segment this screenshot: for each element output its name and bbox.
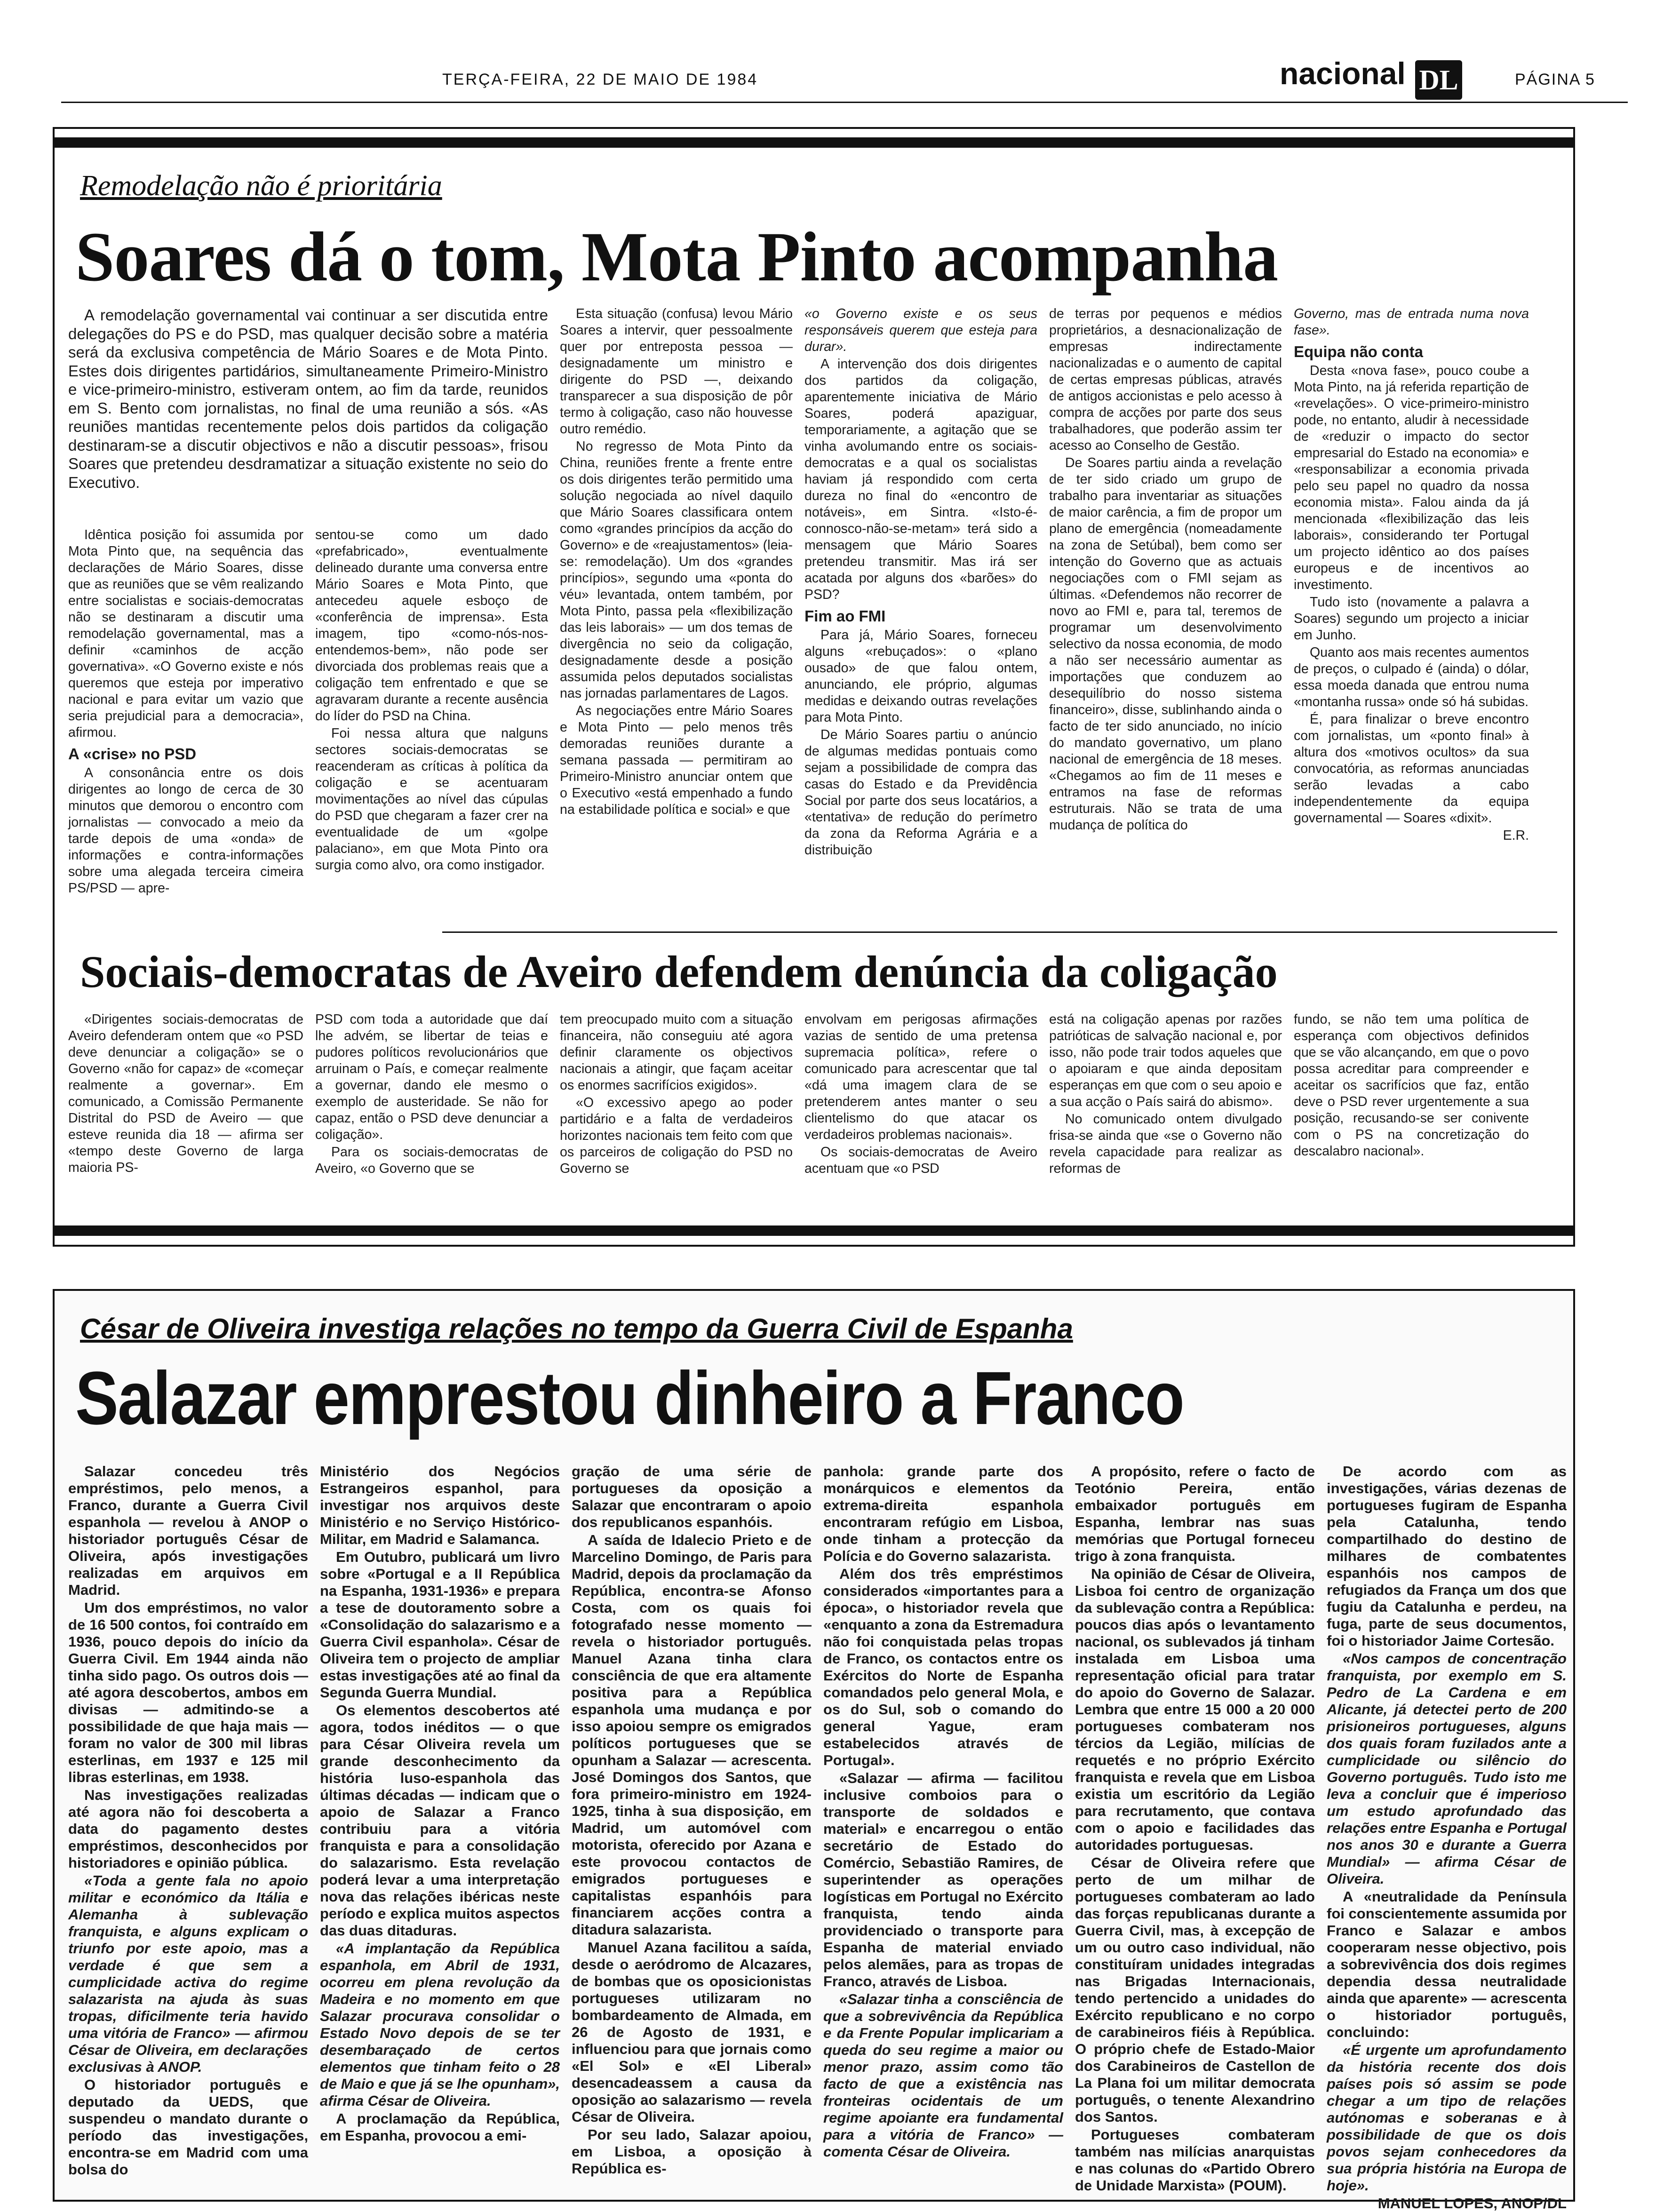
paragraph: «O excessivo apego ao poder partidário e a falta de verdadeiros horizontes nacionais tem feito com que os parceiros de coligação do PSD no Governo se [560, 1095, 793, 1176]
paragraph: Um dos empréstimos, no valor de 16 500 contos, foi contraído em 1936, pouco depois do início da Guerra Civil. Em 1944 ainda não tinha sido pago. Os outros dois — até agora descobertos, ambos em divisas — admitindo-se a possibilidade de que haja mais — foram no valor de 300 mil libras esterlinas, em 1937 e 125 mil libras esterlinas, em 1938. [68, 1599, 308, 1785]
article2-headline: Sociais-democratas de Aveiro defendem denúncia da coligação [80, 947, 1278, 997]
paragraph: Foi nessa altura que nalguns sectores sociais-democratas se reacenderam as críticas à política da coligação e se acentuaram movimentações ao nível das cúpulas do PSD que chegaram a fazer crer na eventualidade de um «golpe palaciano», em que Mota Pinto ora surgia como alvo, ora como instigador. [315, 726, 548, 873]
article3-column-4 [823, 1463, 1063, 2197]
paragraph: Manuel Azana facilitou a saída, desde o aeródromo de Alcazares, de bombas que os oposicionistas portugueses utilizaram no bombardeamento de Almada, em 26 de Agosto de 1931, e influenciou para que jornais como «El Sol» e «El Liberal» desencadeassem a causa da oposição ao salazarismo — revela César de Oliveira. [572, 1939, 812, 2125]
paragraph: envolvam em perigosas afirmações vazias de sentido de uma pretensa supremacia política», refere o comunicado para acrescentar que tal «dá uma imagem clara de se pretenderem antes manter o seu clientelismo do que atacar os verdadeiros problemas nacionais». [804, 1012, 1037, 1142]
paragraph: Em Outubro, publicará um livro sobre «Portugal e a II República na Espanha, 1931-1936» e prepara a tese de doutoramento sobre a «Consolidação do salazarismo e a Guerra Civil espanhola». César de Oliveira tem o projecto de ampliar estas investigações até ao final da Segunda Guerra Mundial. [320, 1549, 560, 1701]
article3-column-2 [320, 1463, 560, 2197]
paragraph: Salazar concedeu três empréstimos, pelo menos, a Franco, durante a Guerra Civil espanhola — revelou à ANOP o historiador português César de Oliveira, após investigações realizadas em arquivos em Madrid. [68, 1463, 308, 1598]
page-date: TERÇA-FEIRA, 22 DE MAIO DE 1984 [442, 71, 758, 88]
article1-column-2 [315, 527, 548, 931]
paragraph: «É urgente um aprofundamento da história recente dos dois países pois só assim se pode chegar a um tipo de relações autónomas e soberanas e à possibilidade de que os dois povos sejam conhecedores da sua própria história na Europa de hoje». [1327, 2042, 1567, 2194]
paragraph: «Salazar — afirma — facilitou inclusive comboios para o transporte de soldados e material» e encarregou o então secretário de Estado do Comércio, Sebastião Ramires, de superintender as operações logísticas em Portugal no Exército franquista, tendo ainda providenciado o transporte para Espanha de material enviado pelos alemães, para as tropas de Franco, através de Lisboa. [823, 1770, 1063, 1989]
paragraph: «A implantação da República espanhola, em Abril de 1931, ocorreu em plena revolução da Madeira e no momento em que Salazar procurava consolidar o Estado Novo depois de se ter desembaraçado de certos elementos que tinham feito o 28 de Maio e que já se lhe opunham», afirma César de Oliveira. [320, 1940, 560, 2109]
author-initials: E.R. [1503, 828, 1529, 843]
paragraph: «Dirigentes sociais-democratas de Aveiro defenderam ontem que «o PSD deve denunciar a coligação» se o Governo «não for capaz» de «começar realmente a governar». Em comunicado, a Comissão Permanente Distrital do PSD de Aveiro — que esteve reunida dia 18 — afirma ser «tempo deste Governo de larga maioria PS- [68, 1012, 303, 1175]
paragraph: Ministério dos Negócios Estrangeiros espanhol, para investigar nos arquivos deste Ministério e no Serviço Histórico-Militar, em Madrid e Salamanca. [320, 1463, 560, 1547]
lead-paragraph: A remodelação governamental vai continuar a ser discutida entre delegações do PS e do PSD, mas qualquer decisão sobre a matéria será da exclusiva competência de Mário Soares e de Mota Pinto. Estes dois dirigentes partidários, simultaneamente Primeiro-Ministro e vice-primeiro-ministro, estiveram ontem, ao fim da tarde, reunidos em S. Bento com jornalistas, no final de uma reunião a sós. «As reuniões mantidas recentemente pelos dois partidos da coligação destinaram-se a discutir objectivos e não a discutir pessoas», frisou Soares que pretendeu desdramatizar a situação existente no seio do Executivo. [68, 306, 548, 491]
paragraph: Para já, Mário Soares, forneceu alguns «rebuçados»: o «plano ousado» de que falou ontem, anunciando, ele próprio, algumas medidas e deixando outras revelações para Mota Pinto. [804, 628, 1037, 725]
paragraph: A intervenção dos dois dirigentes dos partidos da coligação, aparentemente iniciativa de Mário Soares, poderá apaziguar, temporariamente, a agitação que se vinha avolumando entre os sociais-democratas e a qual os socialistas haviam já respondido com certa dureza no final do «encontro de notáveis», em Sintra. «Isto-é-connosco-não-se-metam» terá sido a mensagem que Mário Soares pretendeu transmitir. Mas irá ser acatada por alguns dos «barões» do PSD? [804, 357, 1037, 602]
paragraph: Quanto aos mais recentes aumentos de preços, o culpado é (ainda) o dólar, essa moeda danada que entrou numa «montanha russa» onde só há subidas. [1294, 645, 1529, 709]
paragraph: De Mário Soares partiu o anúncio de algumas medidas pontuais como sejam a possibilidade de compra das casas do Estado e da Previdência Social por parte dos seus locatários, a «tentativa» de redução do perímetro da zona da Reforma Agrária e a distribuição [804, 727, 1037, 858]
paragraph: «Salazar tinha a consciência de que a sobrevivência da República e da Frente Popular implicariam a queda do seu regime a maior ou menor prazo, assim como tão facto de que a existência nas fronteiras ocidentais de um regime apoiante era fundamental para a vitória de Franco» — comenta César de Oliveira. [823, 1991, 1063, 2160]
article1-lead [68, 306, 548, 527]
paragraph: César de Oliveira refere que perto de um milhar de portugueses combateram ao lado das forças republicanas durante a Guerra Civil, mas, à excepção de um ou outro caso individual, não constituíram unidades integradas nas Brigadas Internacionais, tendo pertencido a unidades do Exército republicano e no corpo de carabineiros fiéis à República. O próprio chefe de Estado-Maior dos Carabineiros de Castellon de La Plana foi um militar democrata português, o tenente Alexandrino dos Santos. [1075, 1854, 1315, 2125]
author-byline: MANUEL LOPES, ANOP/DL [1377, 2195, 1567, 2212]
article2-column-6 [1294, 1011, 1529, 1218]
paragraph: Para os sociais-democratas de Aveiro, «o Governo que se [315, 1145, 548, 1176]
article3-column-6 [1327, 1463, 1567, 2212]
paragraph: Esta situação (confusa) levou Mário Soares a intervir, quer pessoalmente quer por entreposta pessoa — designadamente um ministro e dirigente do PSD —, deixando transparecer a sua disposição de pôr termo à coligação, caso não houvesse outro remédio. [560, 306, 793, 437]
paragraph: A proclamação da República, em Espanha, provocou a emi- [320, 2110, 560, 2144]
paragraph: O historiador português e deputado da UEDS, que suspendeu o mandato durante o período das investigações, encontra-se em Madrid com uma bolsa do [68, 2077, 308, 2178]
paragraph: Por seu lado, Salazar apoiou, em Lisboa, a oposição à República es- [572, 2126, 812, 2177]
paragraph: Idêntica posição foi assumida por Mota Pinto que, na sequência das declarações de Mário Soares, disse que as reuniões que se vêm realizando entre socialistas e sociais-democratas não se destinaram a discutir uma remodelação governamental, mas a definir «caminhos de acção governativa». «O Governo existe e nós queremos que esteja por imperativo nacional e para evitar um vazio que seria prejudicial para a democracia», afirmou. [68, 527, 303, 740]
article3-headline: Salazar emprestou dinheiro a Franco [75, 1356, 1184, 1440]
paragraph: É, para finalizar o breve encontro com jornalistas, um «ponto final» à altura dos «motivos ocultos» da sua convocatória, as reformas anunciadas serão levadas a cabo independentemente da equipa governamental — Soares «dixit». [1294, 712, 1529, 826]
header-rule [61, 102, 1628, 103]
paragraph: Além dos três empréstimos considerados «importantes para a época», o historiador revela que «enquanto a zona da Estremadura não foi conquistada pelas tropas de Franco, os contactos entre os Exércitos do Norte de Espanha comandados pelo general Mola, e os do Sul, sob o comando do general Yague, eram estabelecidos através de Portugal». [823, 1566, 1063, 1768]
article1-column-4 [804, 306, 1037, 931]
paragraph: De Soares partiu ainda a revelação de ter sido criado um grupo de trabalho para inventariar as situações de maior carência, a fim de propor um plano de emergência (nomeadamente na zona de Setúbal), bem como ser intenção do Governo que as actuais negociações com o FMI sejam as últimas. «Defendemos não recorrer de novo ao FMI e, para tal, teremos de programar um desenvolvimento selectivo da nossa economia, de modo a não ser necessário aumentar as importações que conduzem ao desequilíbrio do nosso sistema financeiro», disse, sublinhando ainda o facto de ter sido anunciado, no início do mandato governativo, um plano nacional de emergência de 18 meses. «Chegamos ao fim de 11 meses e entramos na fase de reformas estruturais. Não se trata de uma mudança de política do [1049, 455, 1282, 833]
paragraph: gração de uma série de portugueses da oposição a Salazar que encontraram o apoio dos republicanos espanhóis. [572, 1463, 812, 1530]
paragraph: PSD com toda a autoridade que daí lhe advém, se libertar de teias e pudores políticos revolucionários que arruinam o País, e começar realmente a governar, dando ele mesmo o exemplo de austeridade. Se não for capaz, então o PSD deve denunciar a coligação». [315, 1012, 548, 1142]
article3-column-3 [572, 1463, 812, 2197]
paragraph: Desta «nova fase», pouco coube a Mota Pinto, na já referida repartição de «revelações». O vice-primeiro-ministro pode, no entanto, aludir à necessidade de «reduzir o impacto do sector empresarial do Estado na economia» e «responsabilizar a economia privada pelo seu papel no quadro da nossa economia mista». Falou ainda da já mencionada «flexibilização das leis laborais», considerando ter Portugal um projecto idêntico ao dos países europeus e de incentivos ao investimento. [1294, 363, 1529, 592]
paragraph: A propósito, refere o facto de Teotónio Pereira, então embaixador português em Espanha, lembrar nas suas memórias que Portugal forneceu trigo à zona franquista. [1075, 1463, 1315, 1564]
article2-column-4 [804, 1011, 1037, 1218]
subheading: Fim ao FMI [804, 607, 886, 625]
article2-column-5 [1049, 1011, 1282, 1218]
article1-column-5 [1049, 306, 1282, 931]
paragraph: está na coligação apenas por razões patrióticas de salvação nacional e, por isso, não pode trair todos aqueles que o apoiaram e que ainda depositam esperanças em que com o seu apoio e a sua acção o País sairá do abismo». [1049, 1012, 1282, 1109]
article1-kicker: Remodelação não é prioritária [80, 170, 442, 202]
article3-kicker: César de Oliveira investiga relações no tempo da Guerra Civil de Espanha [80, 1313, 1073, 1345]
paragraph: sentou-se como um dado «prefabricado», eventualmente delineado durante uma conversa entre Mário Soares e Mota Pinto, que antecedeu aquele esboço de «conferência de imprensa». Esta imagem, tipo «como-nós-nos-entendemos-bem», não pode ser divorciada dos problemas reais que a coligação tem enfrentado e que se agravaram durante a recente ausência do líder do PSD na China. [315, 527, 548, 724]
article2-column-2 [315, 1011, 548, 1218]
paragraph: No regresso de Mota Pinto da China, reuniões frente a frente entre os dois dirigentes terão permitido uma solução negociada ao nível daquilo que Mário Soares classificara ontem como «grandes princípios da acção do Governo» e de «reajustamentos» (leia-se: remodelação). Um dos «grandes princípios», segundo uma «ponta do véu» levantada, ontem também, por Mota Pinto, passa pela «flexibilização das leis laborais» — um dos temas de divergência no seio da coligação, designadamente desde a posição assumida pelos deputados socialistas nas jornadas parlamentares de Lagos. [560, 439, 793, 701]
paragraph: Os sociais-democratas de Aveiro acentuam que «o PSD [804, 1145, 1037, 1176]
paragraph: Portugueses combateram também nas milícias anarquistas e nas colunas do «Partido Obrero de Unidade Marxista» (POUM). [1075, 2126, 1315, 2194]
paragraph: «Toda a gente fala no apoio militar e económico da Itália e Alemanha à sublevação franquista, e alguns explicam o triunfo por este apoio, mas a verdade é que sem a cumplicidade activa do regime salazarista na ajuda às suas tropas, dificilmente teria havido uma vitória de Franco» — afirmou César de Oliveira, em declarações exclusivas à ANOP. [68, 1872, 308, 2075]
paragraph: A saída de Idalecio Prieto e de Marcelino Domingo, de Paris para Madrid, depois da proclamação da República, encontra-se Afonso Costa, com os quais foi fotografado nesse momento — revela o historiador português. Manuel Azana tinha clara consciência de que era altamente positiva para a República espanhola uma mudança e por isso apoiou sempre os emigrados políticos portugueses que se opunham a Salazar — acrescenta. José Domingos dos Santos, que fora primeiro-ministro em 1924-1925, tinha à sua disposição, em Madrid, um automóvel com motorista, oferecido por Azana e este provocou contactos de emigrados portugueses e capitalistas espanhóis para financiarem acções contra a ditadura salazarista. [572, 1532, 812, 1938]
paragraph: De acordo com as investigações, várias dezenas de portugueses fugiram de Espanha pela Catalunha, tendo compartilhado do destino de milhares de combatentes espanhóis nos campos de refugiados da França um dos que fugiu da Catalunha e perdeu, na fuga, parte de seus documentos, foi o historiador Jaime Cortesão. [1327, 1463, 1567, 1649]
paragraph: A consonância entre os dois dirigentes ao longo de cerca de 30 minutos que demorou o encontro com jornalistas — convocado a meio da tarde depois de uma «onda» de informações e contra-informações sobre uma alegada terceira cimeira PS/PSD — apre- [68, 765, 303, 896]
paragraph: No comunicado ontem divulgado frisa-se ainda que «se o Governo não revela capacidade para realizar as reformas de [1049, 1112, 1282, 1176]
paragraph: «Nos campos de concentração franquista, por exemplo em S. Pedro de La Cardena e em Alicante, já detectei perto de 200 prisioneiros portugueses, alguns dos quais foram fuzilados ante a cumplicidade ou silêncio do Governo português. Tudo isto me leva a concluir que é imperioso um estudo aprofundado das relações entre Espanha e Portugal nos anos 30 e durante a Guerra Mundial» — afirma César de Oliveira. [1327, 1650, 1567, 1887]
paragraph: Os elementos descobertos até agora, todos inéditos — o que para César Oliveira revela um grande desconhecimento da história luso-espanhola das últimas décadas — indicam que o apoio de Salazar a Franco contribuiu para a vitória franquista e para a consolidação do salazarismo. Esta revelação poderá levar a uma interpretação nova das relações ibéricas neste período e explica muitos aspectos das duas ditaduras. [320, 1702, 560, 1939]
article1-column-3 [560, 306, 793, 931]
article2-column-3 [560, 1011, 793, 1218]
section-name: nacional [1280, 56, 1406, 91]
paragraph: «o Governo existe e os seus responsáveis querem que esteja para durar». [804, 306, 1037, 354]
article2-column-1 [68, 1011, 303, 1218]
paragraph: As negociações entre Mário Soares e Mota Pinto — pelo menos três demoradas reuniões durante a semana passada — permitiram ao Primeiro-Ministro anunciar ontem que o Executivo «está empenhado a fundo na estabilidade política e social» e que [560, 703, 793, 817]
newspaper-logo: DL [1415, 60, 1462, 100]
paragraph: Nas investigações realizadas até agora não foi descoberta a data do pagamento destes empréstimos, desconhecidos por historiadores e opinião pública. [68, 1787, 308, 1871]
paragraph: Governo, mas de entrada numa nova fase». [1294, 306, 1529, 338]
article3-column-5 [1075, 1463, 1315, 2197]
paragraph: de terras por pequenos e médios proprietários, a desnacionalização de empresas indirectamente nacionalizadas e o aumento de capital de certas empresas públicas, através de antigos accionistas e pelo acesso à compra de acções por parte dos seus trabalhadores, que poderão assim ter acesso ao Conselho de Gestão. [1049, 306, 1282, 453]
article3-column-1 [68, 1463, 308, 2197]
article1-headline: Soares dá o tom, Mota Pinto acompanha [75, 218, 1278, 296]
separator-rule [442, 931, 1557, 933]
paragraph: Na opinião de César de Oliveira, Lisboa foi centro de organização da sublevação contra a República: poucos dias após o levantamento nacional, os sublevados já tinham instalada em Lisboa uma representação oficial para tratar do apoio do Governo de Salazar. Lembra que entre 15 000 a 20 000 portugueses combateram nos tércios da Legião, milícias de requetés e no próprio Exército franquista e revela que em Lisboa existia um escritório da Legião para recrutamento, que contava com o apoio e facilidades das autoridades portuguesas. [1075, 1566, 1315, 1853]
paragraph: panhola: grande parte dos monárquicos e elementos da extrema-direita espanhola encontraram refúgio em Lisboa, onde tinham a protecção da Polícia e do Governo salazarista. [823, 1463, 1063, 1564]
top-thick-rule [53, 137, 1575, 148]
article1-column-6 [1294, 306, 1529, 931]
article1-column-1 [68, 527, 303, 931]
subheading: Equipa não conta [1294, 343, 1424, 360]
paragraph: Tudo isto (novamente a palavra a Soares) segundo um projecto a iniciar em Junho. [1294, 595, 1529, 643]
paragraph: fundo, se não tem uma política de esperança com objectivos definidos que se vão alcançando, em que o povo possa acreditar para compreender e aceitar os sacrifícios que faz, então deve o PSD rever urgentemente a sua posição, recusando-se ser conivente com o PS na concretização do descalabro nacional». [1294, 1012, 1529, 1159]
subheading: A «crise» no PSD [68, 745, 197, 763]
paragraph: A «neutralidade da Península foi conscientemente assumida por Franco e Salazar e ambos cooperaram nesse objectivo, pois a sobrevivência dos dois regimes dependia dessa neutralidade ainda que aparente» — acrescenta o historiador português, concluindo: [1327, 1888, 1567, 2040]
paragraph: tem preocupado muito com a situação financeira, não conseguiu até agora definir claramente os objectivos nacionais a atingir, que façam aceitar os enormes sacrifícios exigidos». [560, 1012, 793, 1093]
bottom-thick-rule [53, 1225, 1575, 1236]
page-number: PÁGINA 5 [1515, 71, 1595, 88]
